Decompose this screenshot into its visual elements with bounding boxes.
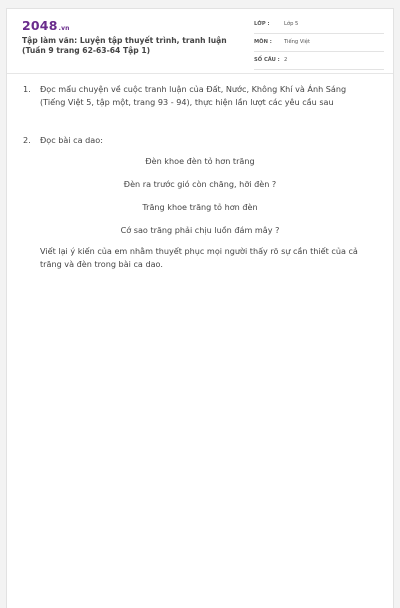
folk-poem (7, 155, 393, 237)
logo-suffix: .vn (58, 25, 70, 32)
document-title: Tập làm văn: Luyện tập thuyết trình, tranh luận (Tuần 9 trang 62-63-64 Tập 1) (22, 36, 227, 55)
document-header (7, 9, 393, 74)
question-number: 2. (23, 135, 31, 145)
meta-value-class: Lớp 5 (284, 21, 299, 27)
poem-line: Đèn ra trước gió còn chăng, hỡi đèn ? (123, 179, 277, 189)
meta-row-question-count (254, 55, 384, 70)
document-meta (254, 19, 384, 73)
poem-line: Đèn khoe đèn tỏ hơn trăng (145, 156, 255, 166)
meta-label-subject: MÔN : (254, 39, 272, 45)
question-text: Đọc bài ca dao: (40, 135, 103, 145)
question-number: 1. (23, 84, 31, 94)
poem-line: Trăng khoe trăng tỏ hơn đèn (142, 202, 258, 212)
meta-label-class: LỚP : (254, 21, 270, 27)
question-text: Đọc mẩu chuyện về cuộc tranh luận của Đất, Nước, Không Khí và Ánh Sáng (Tiếng Việt 5, tập một, trang 93 - 94), thực hiện lần lượt các yêu cầu sau (40, 84, 347, 107)
document-content (7, 81, 393, 271)
meta-value-subject: Tiếng Việt (284, 39, 310, 45)
site-logo[interactable] (22, 18, 70, 33)
logo-text: 2048 (22, 18, 58, 33)
poem-line: Cớ sao trăng phải chịu luồn đám mây ? (120, 225, 280, 235)
question-2 (7, 134, 393, 147)
question-task: Viết lại ý kiến của em nhằm thuyết phục mọi người thấy rõ sự cần thiết của cả trăng và đèn trong bài ca dao. (40, 246, 358, 269)
meta-row-subject (254, 37, 384, 52)
question-1 (7, 83, 393, 109)
meta-row-class (254, 19, 384, 34)
meta-value-question-count: 2 (284, 57, 288, 63)
document-page (6, 8, 394, 608)
meta-label-question-count: SỐ CÂU : (254, 57, 280, 63)
